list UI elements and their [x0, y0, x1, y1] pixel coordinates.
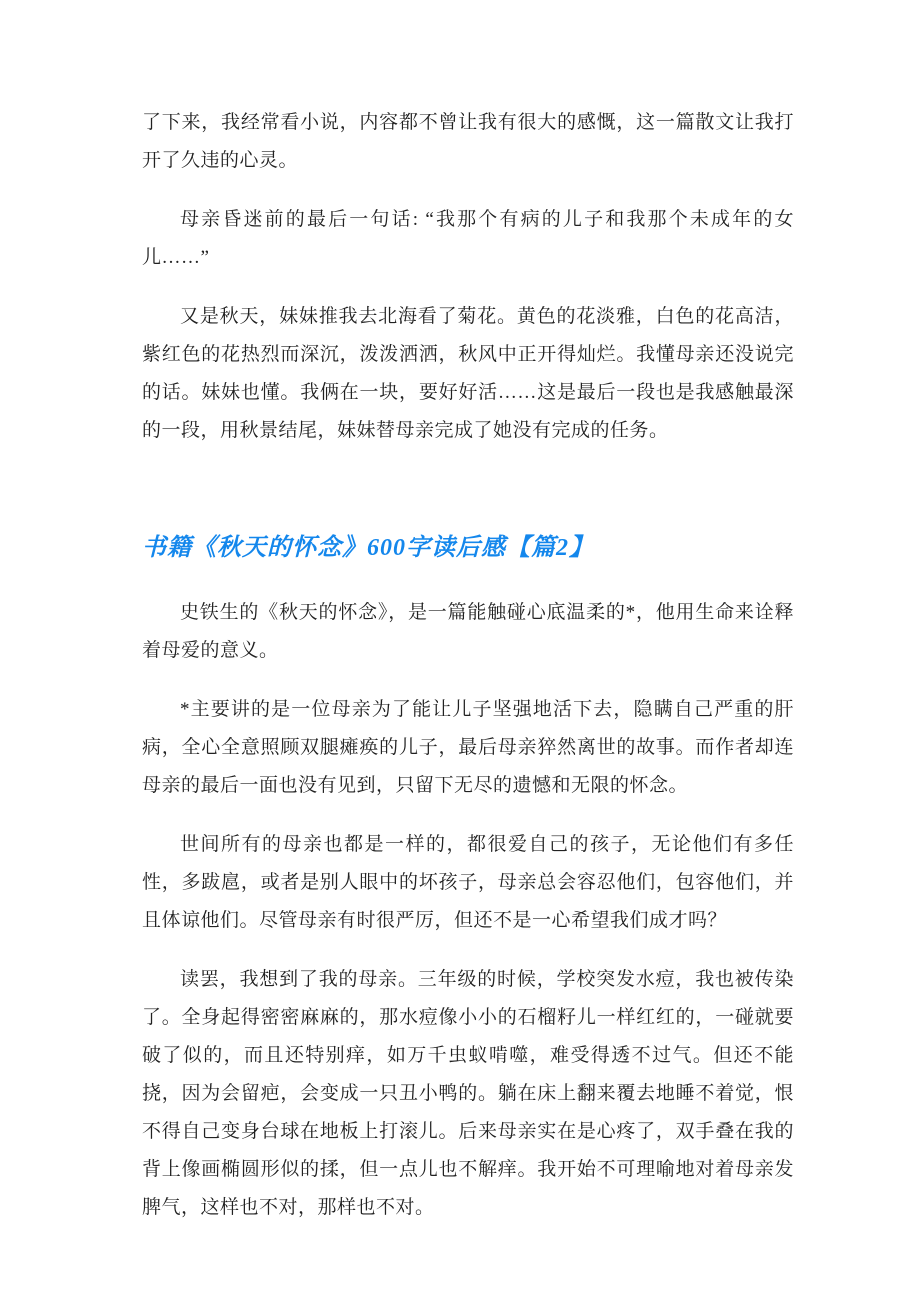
paragraph-mother-last-words: 母亲昏迷前的最后一句话: “我那个有病的儿子和我那个未成年的女儿……” — [142, 209, 794, 268]
page-content — [142, 104, 794, 1248]
paragraph-intro-shitiesheng: 史铁生的《秋天的怀念》，是一篇能触碰心底温柔的*，他用生命来诠释着母爱的意义。 — [142, 602, 794, 661]
section-heading-part2: 书籍《秋天的怀念》600字读后感【篇2】 — [142, 535, 594, 561]
paragraph-autumn-chrysanthemum: 又是秋天，妹妹推我去北海看了菊花。黄色的花淡雅，白色的花高洁，紫红色的花热烈而深沉，泼泼洒洒，秋风中正开得灿烂。我懂母亲还没说完的话。妹妹也懂。我俩在一块，要好好活……这是最后一段也是我感触最深的一段，用秋景结尾，妹妹替母亲完成了她没有完成的任务。 — [142, 306, 794, 441]
paragraph-continuation: 了下来，我经常看小说，内容都不曾让我有很大的感慨，这一篇散文让我打开了久违的心灵。 — [142, 112, 794, 171]
paragraph-my-mother-chickenpox: 读罢，我想到了我的母亲。三年级的时候，学校突发水痘，我也被传染了。全身起得密密麻麻的，那水痘像小小的石榴籽儿一样红红的，一碰就要破了似的，而且还特别痒，如万千虫蚁啃噬，难受得透不过气。但还不能挠，因为会留疤，会变成一只丑小鸭的。躺在床上翻来覆去地睡不着觉，恨不得自己变身台球在地板上打滚儿。后来母亲实在是心疼了，双手叠在我的背上像画椭圆形似的揉，但一点儿也不解痒。我开始不可理喻地对着母亲发脾气，这样也不对，那样也不对。 — [142, 969, 794, 1218]
paragraph-all-mothers: 世间所有的母亲也都是一样的，都很爱自己的孩子，无论他们有多任性，多跋扈，或者是别人眼中的坏孩子，母亲总会容忍他们，包容他们，并且体谅他们。尽管母亲有时很严厉，但还不是一心希望我们成才吗？ — [142, 834, 794, 931]
paragraph-story-summary: *主要讲的是一位母亲为了能让儿子坚强地活下去，隐瞒自己严重的肝病，全心全意照顾双腿瘫痪的儿子，最后母亲猝然离世的故事。而作者却连母亲的最后一面也没有见到，只留下无尽的遗憾和无限的怀念。 — [142, 699, 794, 796]
